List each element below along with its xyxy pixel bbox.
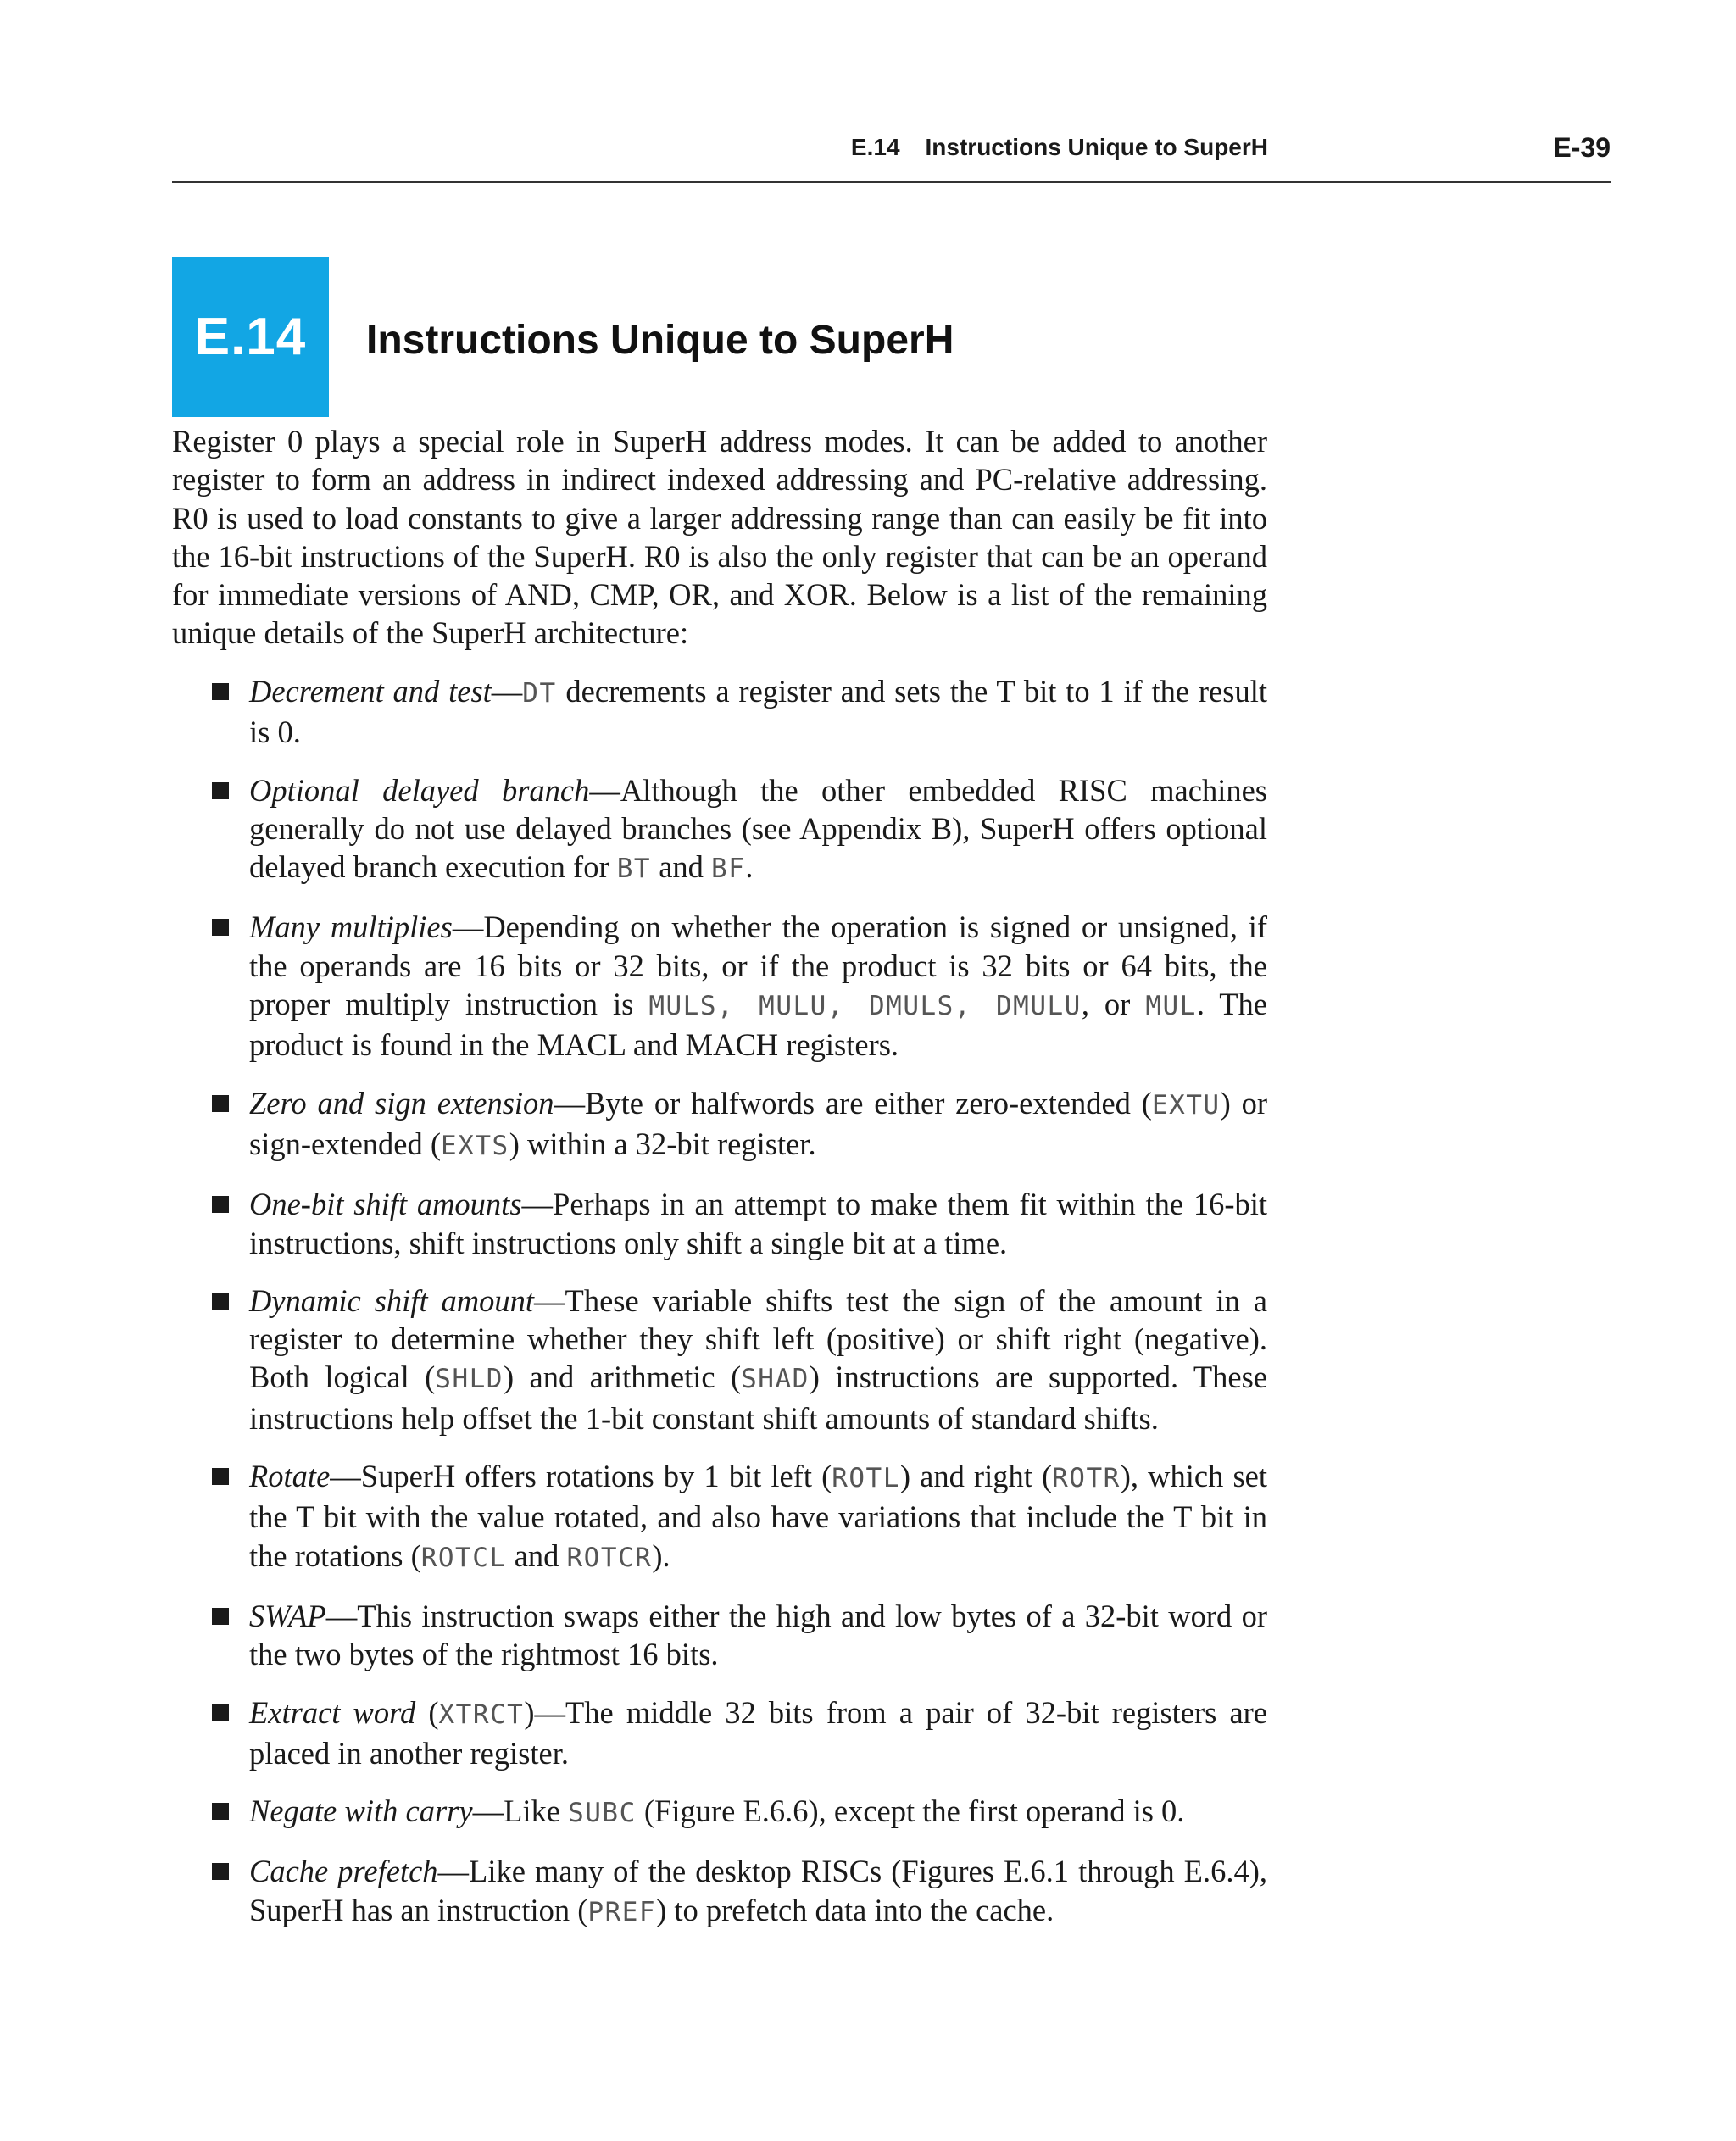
instruction-code: SHAD (741, 1364, 810, 1395)
instruction-code: MULS, MULU, DMULS, DMULU (648, 991, 1082, 1022)
instruction-code: EXTU (1151, 1089, 1221, 1121)
bullet-text: —Perhaps in an attempt to make them fit within the 16-bit instructions, shift instructions only shift a single bit at a time. (249, 1187, 1268, 1260)
bullet-term: SWAP (249, 1598, 326, 1633)
instruction-code: ROTCR (566, 1542, 653, 1573)
running-head-section-number: E.14 (850, 134, 900, 160)
list-item (172, 1597, 1267, 1674)
instruction-code: DT (522, 678, 557, 709)
bullet-text: —Byte or halfwords are either zero-extended ( (554, 1085, 1152, 1121)
bullet-term: Zero and sign extension (249, 1085, 554, 1121)
bullet-text: decrements a register and sets the T bit to 1 if the result is 0. (249, 674, 1267, 750)
bullet-term: Rotate (249, 1459, 331, 1494)
list-item (172, 1084, 1267, 1166)
bullet-text: ) to prefetch data into the cache. (656, 1892, 1054, 1927)
list-item (172, 1457, 1267, 1577)
bullet-square-icon (212, 683, 229, 700)
bullet-square-icon (212, 1704, 229, 1721)
bullet-square-icon (212, 782, 229, 799)
list-item (172, 908, 1267, 1064)
bullet-text: —These variable shifts test the sign of the amount in a register to determine whether they shift left (positive) or shift right (negative). Both logical ( (249, 1282, 1268, 1395)
bullet-text: ) within a 32-bit register. (509, 1126, 816, 1161)
bullet-text: and (506, 1538, 567, 1573)
list-item (172, 771, 1267, 889)
bullet-text: —SuperH offers rotations by 1 bit left ( (330, 1459, 832, 1494)
list-item (172, 1693, 1267, 1773)
instruction-code: BF (711, 854, 746, 885)
feature-list (172, 672, 1267, 1951)
bullet-text: ) instructions are supported. These instructions help offset the 1-bit constant shift amounts of standard shifts. (249, 1360, 1267, 1436)
instruction-code: SUBC (568, 1798, 637, 1829)
running-head-section-title: Instructions Unique to SuperH (925, 134, 1268, 160)
bullet-square-icon (212, 1608, 229, 1625)
bullet-text: —This instruction swaps either the high and low bytes of a 32-bit word or the two bytes of the rightmost 16 bits. (249, 1598, 1267, 1672)
bullet-square-icon (212, 1095, 229, 1112)
list-item (172, 1185, 1267, 1262)
bullet-text: ) and right ( (899, 1459, 1053, 1494)
bullet-text: ) and arithmetic ( (503, 1360, 742, 1395)
intro-paragraph: Register 0 plays a special role in SuperH address modes. It can be added to another register to form an address in indirect indexed addressing and PC-relative addressing. R0 is used to load constants to give a larger addressing range than can easily be fit into the 16-bit instructions of the SuperH. R0 is also the only register that can be an operand for immediate versions of AND, CMP, OR, and XOR. Below is a list of the remaining unique details of the SuperH architecture: (172, 424, 1267, 651)
bullet-text: (Figure E.6.6), except the first operand is 0. (636, 1793, 1185, 1829)
instruction-code: ROTCL (420, 1542, 507, 1573)
list-item (172, 1792, 1267, 1832)
bullet-text: ( (415, 1694, 439, 1730)
bullet-text: ), which set the T bit with the value rotated, and also have variations that include the T bit in the rotations ( (249, 1459, 1267, 1573)
bullet-square-icon (212, 919, 229, 936)
running-head-title (851, 134, 1268, 161)
bullet-text: —Like many of the desktop RISCs (Figures E.6.1 through E.6.4), SuperH has an instruction ( (249, 1854, 1267, 1927)
bullet-text: —Like (472, 1793, 569, 1829)
instruction-code: SHLD (435, 1364, 504, 1395)
bullet-term: Negate with carry (249, 1793, 473, 1829)
running-head (172, 127, 1611, 183)
instruction-code: MUL (1145, 991, 1197, 1022)
bullet-square-icon (212, 1293, 229, 1310)
bullet-text: , or (1081, 987, 1146, 1022)
bullet-text: ). (652, 1538, 670, 1573)
instruction-code: PREF (587, 1896, 657, 1927)
bullet-text: —Although the other embedded RISC machines generally do not use delayed branches (see Appendix B), SuperH offers optional delayed branch execution for (249, 772, 1267, 885)
bullet-term: Decrement and test (249, 674, 492, 709)
instruction-code: ROTL (832, 1463, 900, 1494)
bullet-text: and (651, 849, 712, 885)
bullet-text: — (491, 674, 523, 709)
bullet-term: Extract word (249, 1694, 416, 1730)
bullet-term: One-bit shift amounts (249, 1187, 522, 1222)
bullet-text: . (745, 849, 754, 885)
bullet-square-icon (212, 1468, 229, 1485)
bullet-text: ) or sign-extended ( (249, 1085, 1267, 1161)
bullet-text: —Depending on whether the operation is signed or unsigned, if the operands are 16 bits or 32 bits, or if the product is 32 bits or 64 bits, the proper multiply instruction is (249, 909, 1267, 1022)
list-item (172, 672, 1267, 752)
bullet-term: Cache prefetch (249, 1854, 438, 1889)
list-item (172, 1852, 1267, 1932)
instruction-code: BT (616, 854, 652, 885)
instruction-code: ROTR (1052, 1463, 1121, 1494)
bullet-square-icon (212, 1803, 229, 1820)
bullet-term: Dynamic shift amount (249, 1282, 535, 1318)
bullet-square-icon (212, 1863, 229, 1880)
bullet-text: )—The middle 32 bits from a pair of 32-bit registers are placed in another register. (249, 1694, 1267, 1771)
section-title: Instructions Unique to SuperH (366, 318, 954, 363)
list-item (172, 1282, 1267, 1438)
page-number: E-39 (1553, 132, 1611, 163)
section-number-badge: E.14 (172, 257, 329, 417)
instruction-code: EXTS (441, 1130, 509, 1161)
bullet-square-icon (212, 1196, 229, 1213)
bullet-term: Optional delayed branch (249, 772, 590, 808)
bullet-text: . The product is found in the MACL and MACH registers. (249, 987, 1267, 1063)
bullet-term: Many multiplies (249, 909, 453, 945)
instruction-code: XTRCT (438, 1699, 525, 1730)
